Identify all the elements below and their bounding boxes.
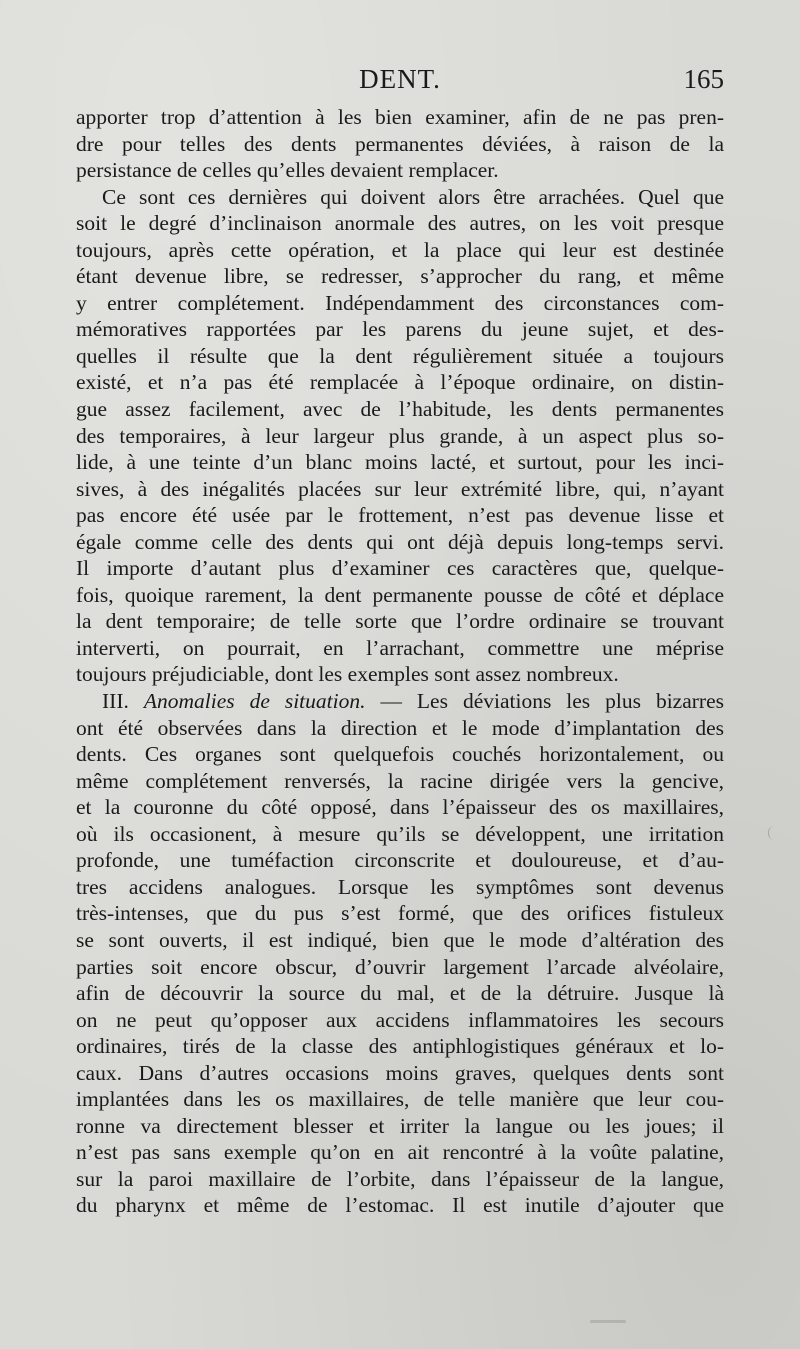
text-line: apporter trop d’attention à les bien examiner, afin de ne pas pren- xyxy=(76,105,724,129)
section-heading-line xyxy=(76,688,724,715)
text-line: n’est pas sans exemple qu’on en ait rencontré à la voûte palatine, xyxy=(76,1140,724,1165)
text-line: y entrer complétement. Indépendamment des circonstances com- xyxy=(76,290,724,315)
ink-smudge xyxy=(590,1320,626,1323)
text-line: ordinaires, tirés de la classe des antiphlogistiques généraux et lo- xyxy=(76,1034,724,1059)
text-line: toujours préjudiciable, dont les exemples sont assez nombreux. xyxy=(76,662,619,687)
section-numeral: III. xyxy=(102,689,129,714)
text-line: égale comme celle des dents qui ont déjà depuis long-temps servi. xyxy=(76,529,724,554)
running-title: DENT. xyxy=(359,64,441,94)
text-line: très-intenses, que du pus s’est formé, que des orifices fistuleux xyxy=(76,901,724,926)
text-line: même complétement renversés, la racine dirigée vers la gencive, xyxy=(76,768,724,793)
text-line: fois, quoique rarement, la dent permanente pousse de côté et déplace xyxy=(76,582,724,607)
text-line: existé, et n’a pas été remplacée à l’époque ordinaire, on distin- xyxy=(76,370,724,395)
paragraph-start-line: Ce sont ces dernières qui doivent alors être arrachées. Quel que xyxy=(102,184,724,209)
text-line: ronne va directement blesser et irriter la langue ou les joues; il xyxy=(76,1113,724,1138)
text-line: toujours, après cette opération, et la place qui leur est destinée xyxy=(76,237,724,262)
text-line: ont été observées dans la direction et le mode d’implantation des xyxy=(76,715,724,740)
text-line: gue assez facilement, avec de l’habitude, les dents permanentes xyxy=(76,397,724,422)
text-line: pas encore été usée par le frottement, n’est pas devenue lisse et xyxy=(76,503,724,528)
text-line: parties soit encore obscur, d’ouvrir largement l’arcade alvéolaire, xyxy=(76,954,724,979)
text-line: dents. Ces organes sont quelquefois couchés horizontalement, ou xyxy=(76,742,724,767)
text-line: quelles il résulte que la dent régulièrement située a toujours xyxy=(76,343,724,368)
text-line: et la couronne du côté opposé, dans l’épaisseur des os maxillaires, xyxy=(76,795,724,820)
margin-ink-mark xyxy=(768,826,779,840)
text-line: mémoratives rapportées par les parens du jeune sujet, et des- xyxy=(76,317,724,342)
text-line: sives, à des inégalités placées sur leur extrémité libre, qui, n’ayant xyxy=(76,476,724,501)
text-line: lide, à une teinte d’un blanc moins lacté, et surtout, pour les inci- xyxy=(76,450,724,475)
page-number: 165 xyxy=(683,64,724,94)
text-line: profonde, une tuméfaction circonscrite et douloureuse, et d’au- xyxy=(76,848,724,873)
text-line: interverti, on pourrait, en l’arrachant, commettre une méprise xyxy=(76,635,724,660)
text-line: Il importe d’autant plus d’examiner ces caractères que, quelque- xyxy=(76,556,724,581)
text-line: afin de découvrir la source du mal, et de la détruire. Jusque là xyxy=(76,981,724,1006)
text-line: du pharynx et même de l’estomac. Il est inutile d’ajouter que xyxy=(76,1193,724,1218)
text-line: implantées dans les os maxillaires, de telle manière que leur cou- xyxy=(76,1087,724,1112)
body-text xyxy=(76,104,724,1219)
page-header xyxy=(76,64,724,104)
text-line: tres accidens analogues. Lorsque les symptômes sont devenus xyxy=(76,874,724,899)
text-line: dre pour telles des dents permanentes déviées, à raison de la xyxy=(76,131,724,156)
text-line: où ils occasionent, à mesure qu’ils se développent, une irritation xyxy=(76,821,724,846)
text-line: se sont ouverts, il est indiqué, bien que le mode d’altération des xyxy=(76,927,724,952)
text-line: étant devenue libre, se redresser, s’approcher du rang, et même xyxy=(76,264,724,289)
text-line: sur la paroi maxillaire de l’orbite, dans l’épaisseur de la langue, xyxy=(76,1166,724,1191)
text-line: soit le degré d’inclinaison anormale des autres, on les voit presque xyxy=(76,211,724,236)
section-title: Anomalies de situation. xyxy=(143,689,366,714)
text-line: persistance de celles qu’elles devaient remplacer. xyxy=(76,158,499,183)
text-line: des temporaires, à leur largeur plus grande, à un aspect plus so- xyxy=(76,423,724,448)
section-heading-rest: — Les déviations les plus bizarres xyxy=(365,689,724,714)
text-line: on ne peut qu’opposer aux accidens inflammatoires les secours xyxy=(76,1007,724,1032)
text-line: caux. Dans d’autres occasions moins graves, quelques dents sont xyxy=(76,1060,724,1085)
text-line: la dent temporaire; de telle sorte que l’ordre ordinaire se trouvant xyxy=(76,609,724,634)
